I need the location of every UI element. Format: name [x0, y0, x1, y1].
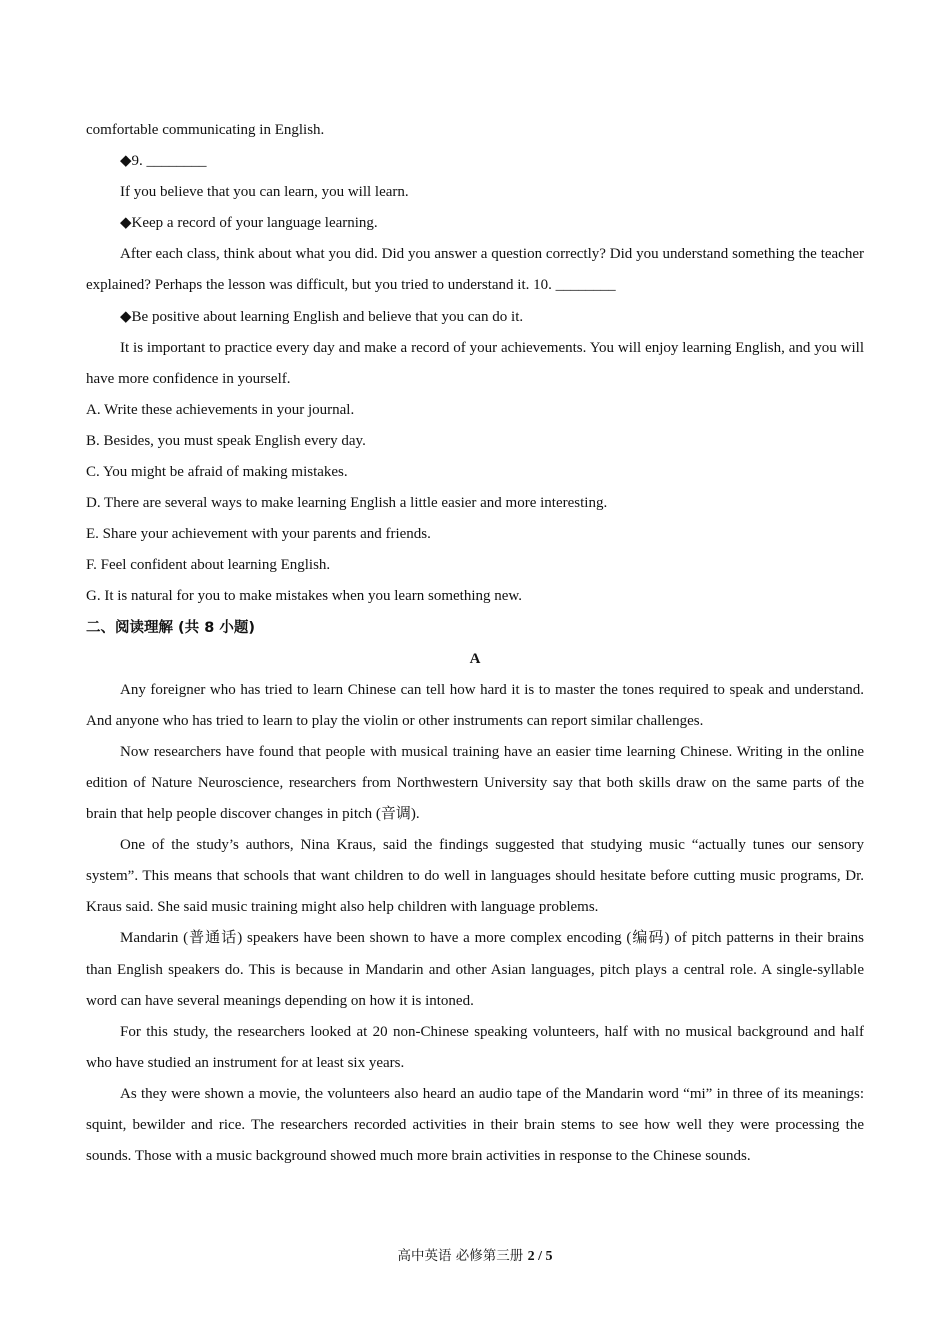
option-c: C. You might be afraid of making mistakes. — [86, 464, 348, 481]
option-a: A. Write these achievements in your journal. — [86, 401, 355, 418]
item-9-heading: ◆9. ________ — [120, 153, 207, 170]
positive-paragraph: It is important to practice every day and make a record of your achievements. You will enjoy learning English, and you will have more confidence in yourself. — [86, 339, 864, 387]
item-9-text: If you believe that you can learn, you will learn. — [120, 184, 409, 201]
continuation-text: comfortable communicating in English. — [86, 122, 325, 138]
positive-heading: ◆Be positive about learning English and believe that you can do it. — [120, 308, 524, 325]
option-list — [86, 395, 864, 613]
footer-book-title: 高中英语 必修第三册 — [397, 1248, 524, 1264]
record-heading: ◆Keep a record of your language learning. — [120, 215, 378, 232]
footer-page-number: 2 / 5 — [527, 1249, 553, 1264]
passage-paragraph-3: One of the study’s authors, Nina Kraus, said the findings suggested that studying music “actually tunes our sensory system”. This means that schools that want children to do well in languages should hesitate before cutting music programs, Dr. Kraus said. She said music training might also help children with language problems. — [86, 837, 864, 916]
record-paragraph: After each class, think about what you did. Did you answer a question correctly? Did you understand something the teacher explained? Perhaps the lesson was difficult, but you tried to understand it. 10. ________ — [86, 246, 864, 294]
option-f: F. Feel confident about learning English. — [86, 557, 331, 574]
passage-paragraph-2: Now researchers have found that people with musical training have an easier time learning Chinese. Writing in the online edition of Nature Neuroscience, researchers from Northwestern University say that both skills draw on the same parts of the brain that help people discover changes in pitch (音调). — [86, 743, 864, 823]
passage-paragraph-1: Any foreigner who has tried to learn Chinese can tell how hard it is to master the tones required to speak and understand. And anyone who has tried to learn to play the violin or other instruments can report similar challenges. — [86, 681, 864, 729]
option-d: D. There are several ways to make learning English a little easier and more interesting. — [86, 495, 608, 512]
option-g: G. It is natural for you to make mistakes when you learn something new. — [86, 588, 523, 605]
option-b: B. Besides, you must speak English every day. — [86, 432, 366, 449]
passage-paragraph-4: Mandarin (普通话) speakers have been shown to have a more complex encoding (编码) of pitch patterns in their brains than English speakers do. This is because in Mandarin and other Asian languages, pitch plays a central role. A single‑syllable word can have several meanings depending on how it is intoned. — [86, 930, 864, 1009]
reading-section-heading: 二、阅读理解 (共 8 小题) — [86, 619, 255, 636]
passage-label: A — [469, 650, 481, 667]
passage-paragraph-5: For this study, the researchers looked at 20 non‑Chinese speaking volunteers, half with no musical background and half who have studied an instrument for at least six years. — [86, 1023, 864, 1071]
option-e: E. Share your achievement with your parents and friends. — [86, 526, 431, 543]
passage-a — [86, 675, 864, 1173]
passage-paragraph-6: As they were shown a movie, the volunteers also heard an audio tape of the Mandarin word “mi” in three of its meanings: squint, bewilder and rice. The researchers recorded activities in their brain stems to see how well they were processing the sounds. Those with a music background showed much more brain activities in response to the Chinese sounds. — [86, 1085, 864, 1165]
document-body — [86, 115, 864, 1172]
page-footer — [0, 1244, 950, 1265]
